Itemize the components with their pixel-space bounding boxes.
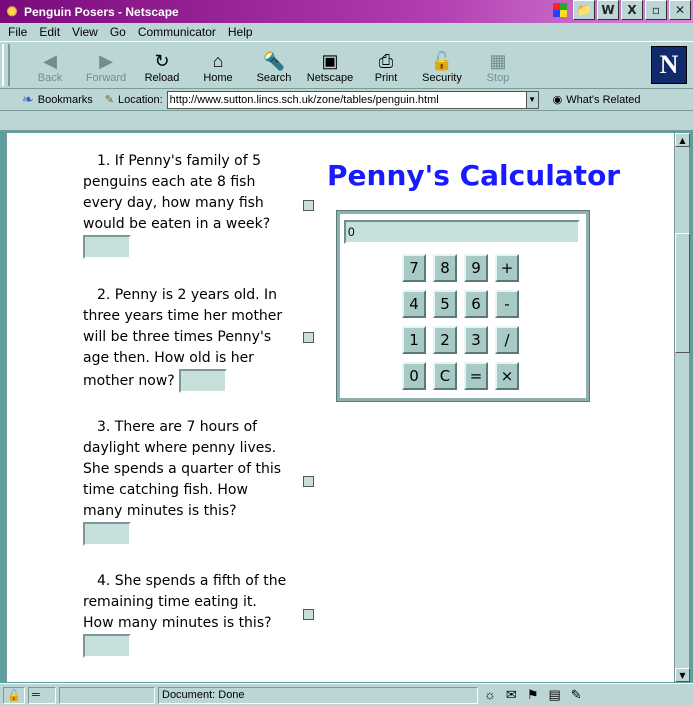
location-label: Location: <box>117 93 163 106</box>
mail-icon[interactable]: ✉ <box>505 687 517 702</box>
key-2[interactable]: 2 <box>433 326 457 354</box>
window-title: Penguin Posers - Netscape <box>24 4 179 19</box>
status-text: Document: Done <box>158 687 478 704</box>
question-3-text: 3. There are 7 hours of daylight where penny lives. She spends a quarter of this time catching fish. How many minutes is this? <box>83 419 282 519</box>
answer-1-input[interactable] <box>83 235 131 259</box>
online-status-icon[interactable]: ═ <box>28 687 56 704</box>
calculator-keypad <box>402 254 519 390</box>
discussion-icon[interactable]: ⚑ <box>526 687 539 702</box>
folder-icon[interactable]: 📁 <box>573 0 595 20</box>
menu-communicator[interactable]: Communicator <box>137 25 216 39</box>
question-1 <box>83 151 288 259</box>
question-4 <box>83 571 288 658</box>
print-icon: ⎙ <box>378 51 394 71</box>
question-1-checkbox[interactable] <box>303 200 314 211</box>
question-4-checkbox[interactable] <box>303 609 314 620</box>
toolbar-grip[interactable] <box>2 44 10 86</box>
netscape-logo[interactable]: N <box>651 46 687 84</box>
key-8[interactable]: 8 <box>433 254 457 282</box>
menu-edit[interactable]: Edit <box>39 25 61 39</box>
question-3-checkbox[interactable] <box>303 476 314 487</box>
scroll-down-icon[interactable]: ▼ <box>675 668 690 682</box>
menu-help[interactable]: Help <box>227 25 253 39</box>
reload-label: Reload <box>144 72 180 84</box>
search-icon: 🔦 <box>262 51 286 71</box>
answer-3-input[interactable] <box>83 522 131 546</box>
back-button[interactable] <box>22 42 78 88</box>
back-arrow-icon: ◀ <box>43 51 57 71</box>
component-bar <box>484 687 582 703</box>
whats-related-button[interactable] <box>553 93 641 106</box>
progress-cell <box>59 687 155 704</box>
close-icon[interactable]: ✕ <box>669 0 691 20</box>
url-field[interactable]: http://www.sutton.lincs.sch.uk/zone/tables/penguin.html <box>167 91 527 109</box>
calculator-title: Penny's Calculator <box>327 159 621 192</box>
composer-icon[interactable]: ✎ <box>570 687 582 702</box>
bookmarks-icon[interactable]: ❧ <box>22 91 34 107</box>
stop-button[interactable] <box>470 42 526 88</box>
print-label: Print <box>374 72 398 84</box>
url-dropdown-icon[interactable]: ▼ <box>527 91 539 109</box>
question-2-text: 2. Penny is 2 years old. In three years time her mother will be three times Penny's age then. How old is her mother now? <box>83 287 283 389</box>
status-bar <box>0 683 693 706</box>
key-minus[interactable]: - <box>495 290 519 318</box>
personal-toolbar <box>0 111 693 131</box>
menu-bar <box>0 23 693 41</box>
page-content <box>6 133 674 682</box>
location-bar <box>0 89 693 111</box>
netscape-icon: ▣ <box>321 51 339 71</box>
reload-button[interactable] <box>134 42 190 88</box>
vertical-scrollbar[interactable] <box>674 133 689 682</box>
key-1[interactable]: 1 <box>402 326 426 354</box>
minimize-icon[interactable]: ▫ <box>645 0 667 20</box>
navigation-toolbar <box>0 41 693 89</box>
related-icon: ◉ <box>552 94 563 106</box>
question-2 <box>83 285 288 393</box>
key-clear[interactable]: C <box>433 362 457 390</box>
home-button[interactable] <box>190 42 246 88</box>
answer-4-input[interactable] <box>83 634 131 658</box>
key-equals[interactable]: = <box>464 362 488 390</box>
key-9[interactable]: 9 <box>464 254 488 282</box>
home-label: Home <box>203 72 233 84</box>
key-5[interactable]: 5 <box>433 290 457 318</box>
key-3[interactable]: 3 <box>464 326 488 354</box>
security-button[interactable] <box>414 42 470 88</box>
menu-go[interactable]: Go <box>109 25 126 39</box>
search-label: Search <box>256 72 292 84</box>
forward-label: Forward <box>85 72 127 84</box>
key-multiply[interactable]: × <box>495 362 519 390</box>
calculator-display[interactable]: 0 <box>344 220 580 244</box>
word-icon[interactable]: W <box>597 0 619 20</box>
stop-label: Stop <box>486 72 510 84</box>
key-4[interactable]: 4 <box>402 290 426 318</box>
scroll-thumb[interactable] <box>675 233 690 353</box>
bookmarks-button[interactable]: Bookmarks <box>37 93 93 106</box>
security-status-icon[interactable]: 🔓 <box>3 687 25 704</box>
stop-icon: ▦ <box>489 51 507 71</box>
key-7[interactable]: 7 <box>402 254 426 282</box>
reload-icon: ↻ <box>154 51 170 71</box>
question-3 <box>83 417 288 546</box>
windows-logo-icon <box>553 3 567 17</box>
lock-icon: 🔓 <box>430 51 454 71</box>
netscape-button[interactable] <box>302 42 358 88</box>
excel-icon[interactable]: X <box>621 0 643 20</box>
menu-view[interactable]: View <box>72 25 98 39</box>
answer-2-input[interactable] <box>179 369 227 393</box>
back-label: Back <box>37 72 63 84</box>
key-6[interactable]: 6 <box>464 290 488 318</box>
window-controls <box>553 0 691 20</box>
netscape-app-icon: ✺ <box>6 3 18 19</box>
question-1-text: 1. If Penny's family of 5 penguins each ate 8 fish every day, how many fish would be eaten in a week? <box>83 153 271 232</box>
security-label: Security <box>422 72 462 84</box>
key-0[interactable]: 0 <box>402 362 426 390</box>
home-icon: ⌂ <box>212 51 224 71</box>
search-button[interactable] <box>246 42 302 88</box>
calculator <box>337 211 589 401</box>
location-icon[interactable]: ✎ <box>104 94 114 106</box>
question-2-checkbox[interactable] <box>303 332 314 343</box>
window-titlebar <box>0 0 693 23</box>
address-book-icon[interactable]: ▤ <box>548 687 561 702</box>
forward-arrow-icon: ▶ <box>99 51 113 71</box>
scroll-up-icon[interactable]: ▲ <box>675 133 690 147</box>
print-button[interactable] <box>358 42 414 88</box>
whats-related-label: What's Related <box>566 93 641 106</box>
navigator-icon[interactable]: ☼ <box>484 687 496 702</box>
forward-button[interactable] <box>78 42 134 88</box>
netscape-label: Netscape <box>306 72 354 84</box>
question-4-text: 4. She spends a fifth of the remaining time eating it. How many minutes is this? <box>83 573 287 631</box>
key-plus[interactable]: + <box>495 254 519 282</box>
menu-file[interactable]: File <box>8 25 28 39</box>
key-divide[interactable]: / <box>495 326 519 354</box>
